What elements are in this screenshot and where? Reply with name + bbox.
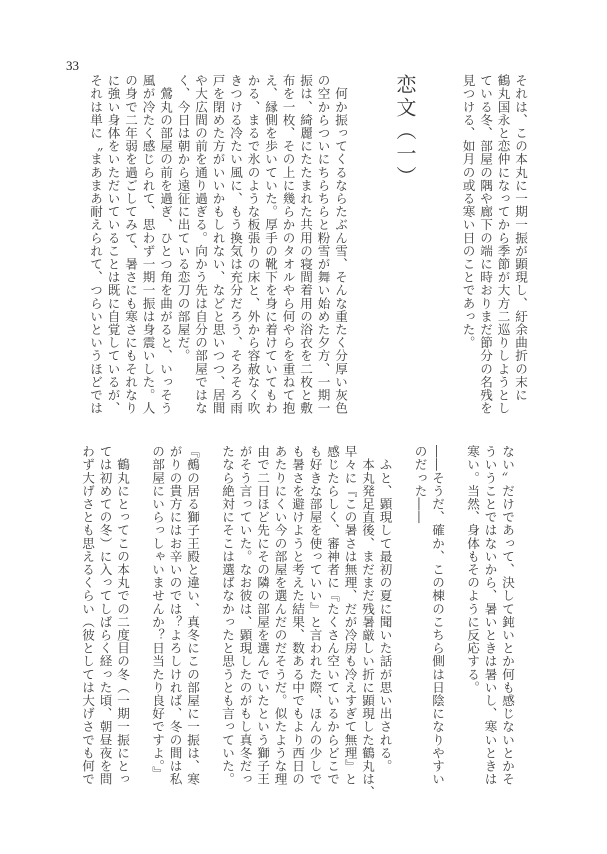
text-line: それは、この本丸に一期一振が顕現し、紆余曲折の末に [513, 74, 528, 402]
blank-line [394, 445, 412, 805]
text-line: も暑さを避けようと考えた結果、数ある中でもより西日の [290, 445, 305, 786]
blank-line [201, 445, 219, 805]
text-line: え、縁側を歩いていた。厚手の靴下を身に着けていてもわ [263, 74, 278, 415]
text-line: わず大げさとも思えるくらい（彼としては大げさでも何で [80, 445, 95, 786]
text-line: 鶴丸国永と恋仲になってから季節が大方二巡りしようとし [495, 74, 511, 415]
text-line: 本丸発足直後、まだまだ残暑厳しい折に顕現した鶴丸は、 [360, 445, 375, 799]
text-line: 感じたらしく、審神者に『たくさん空いているからどこで [325, 445, 340, 786]
text-line: に強い身体をいただいていることは既に自覚しているが、 [105, 74, 121, 415]
text-line: 布を一枚、その上に幾らかのタオルやら何やらを重ねて抱 [280, 74, 296, 415]
text-line: ては初めての冬）に入ってしばらく経った頃、朝昼夜を問 [97, 445, 113, 786]
text-line: や大広間の前を通り過ぎる。向かう先は自分の部屋ではな [193, 74, 208, 415]
text-line: ない〟だけであって、決して鈍いとか何も感じないとかそ [500, 445, 515, 786]
text-line: 寒い。当然、身体もそのように反応する。 [465, 445, 480, 694]
text-line: 早々に『この暑さは無理、だが冷房も冷えすぎて無理』と [342, 445, 358, 786]
text-line: がりの貴方にはお辛いのでは？よろしければ、冬の間は私 [167, 445, 183, 786]
text-line: きつける冷たい風に、もう換気は充分だろう、そろそろ雨 [228, 74, 243, 415]
text-line: たなら絶対にそこは選ばなかったと思うとも言っていた。 [220, 445, 235, 786]
text-line: がそう言っていた。なお彼は、顕現したのがもし真冬だっ [237, 445, 253, 786]
text-line: ふと、顕現して最初の夏に聞いた話が思い出される。 [377, 445, 393, 773]
blank-line [446, 445, 464, 805]
text-line: の身で二年弱を過ごしてみて、暑さにも寒さにもそれなり [123, 74, 138, 415]
text-line: の空からついにちらちらと粉雪が舞い始めた夕方、一期一 [315, 74, 331, 415]
text-line: 何か振ってくるならたぶん雪、そんな重たく分厚い灰色 [333, 74, 348, 415]
text-line: の部屋にいらっしゃいませんか？日当たり良好ですよ。』 [150, 445, 165, 780]
text-line: 戸を閉めた方がいいかもしれない、などと思いつつ、居間 [210, 74, 226, 415]
text-line: も好きな部屋を使っていい』と言われた際、ほんの少しで [307, 445, 323, 786]
text-line: かる、まるで氷のような板張りの床と、外から容赦なく吹 [245, 74, 261, 415]
text-line: のだった―― [412, 445, 428, 524]
text-line: それは単に〝まあまあ耐えられて、つらいというほどでは [88, 74, 103, 415]
text-line: 由で二日ほど先にその隣の部屋を選んでいたという獅子王 [255, 445, 270, 786]
text-line: 鶴丸にとってこの本丸での二度目の冬（一期一振にとっ [115, 445, 130, 786]
text-line: ――そうだ、確か、この棟のこちら側は日陰になりやすい [430, 445, 445, 786]
body-text-upper [87, 74, 350, 414]
text-line: ている冬、部屋の隅や廊下の端に時おりまだ節分の名残を [478, 74, 493, 415]
text-line: く、今日は朝から遠征に出ている恋刀の部屋だ。 [175, 74, 191, 363]
text-line: 見つける、如月の或る寒い日のことであった。 [460, 74, 476, 350]
text-line: ういうことではないから、暑いときは暑いし、寒いときは [482, 445, 498, 786]
intro-paragraph [459, 74, 529, 414]
text-line: 風が冷たく感じられて、思わず一期一振は身震いした。人 [140, 74, 156, 415]
text-line: 鶯丸の部屋の前を過ぎ、ひとつ角を曲がると、いっそう [158, 74, 173, 415]
blank-line [131, 445, 149, 805]
text-line: あたりにくい今の部屋を選んだのだそうだ。似たような理 [272, 445, 288, 786]
chapter-title: 恋文（一） [393, 74, 417, 189]
page-number: 33 [66, 58, 79, 73]
text-line: 『鵺の居る獅子王殿と違い、真冬にこの部屋に一振は、寒 [185, 445, 200, 786]
text-line: 振は、綺麗にたたまれた共用の寝間着用の浴衣を二枚と敷 [298, 74, 313, 415]
body-text-lower [79, 445, 517, 805]
